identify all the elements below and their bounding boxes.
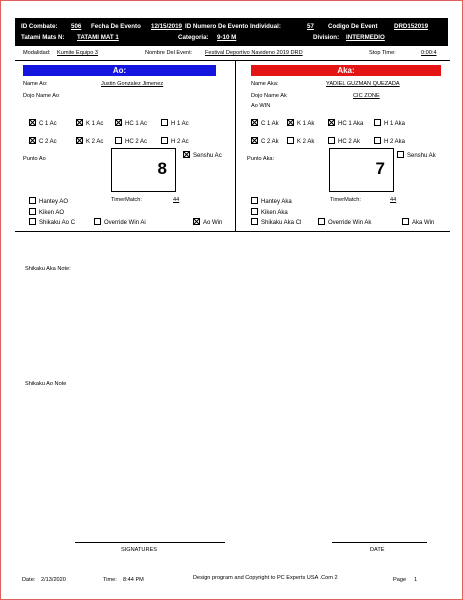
aka-c2-check[interactable]: C 2 Ak [251,137,279,145]
tatami-value: TATAMI MAT 1 [77,34,119,41]
categoria-value: 9-10 M [217,34,237,41]
signature-date-label: DATE [370,547,385,553]
ao-hc1-check[interactable]: HC 1 Ac [115,119,147,127]
id-combate-label: ID Combate: [21,23,58,30]
ao-punto-label: Punto Ao [23,156,46,162]
aka-override-check[interactable]: Override Win Ak [318,218,371,226]
ao-hc2-check[interactable]: HC 2 Ac [115,137,147,145]
aka-senshu-check[interactable]: Senshu Ak [397,151,436,159]
aka-k1-check[interactable]: K 1 Ak [287,119,314,127]
aka-name-label: Name Aka: [251,81,279,87]
ao-dojo-label: Dojo Name Ao [23,93,60,99]
aka-ao-win-label: Ao WIN [251,103,271,109]
aka-timer-label: TimerMatch: [330,197,361,203]
aka-dojo-label: Dojo Name Ak [251,93,287,99]
ao-score-box [111,148,176,192]
categoria-label: Categoria: [178,34,209,41]
aka-h1-check[interactable]: H 1 Aka [374,119,405,127]
aka-title-bar: Aka: [251,65,441,76]
ao-shikaku-check[interactable]: Shikaku Ao C [29,218,75,226]
aka-timer-value: 44 [390,197,397,203]
aka-kiken-check[interactable]: Kiken Aka [251,208,288,216]
fecha-value: 12/15/2019 [151,23,182,30]
ao-kiken-check[interactable]: Kiken AO [29,208,64,216]
nombre-evento-label: Nombre Del Event: [145,50,193,56]
aka-hc1-check[interactable]: HC 1 Aka [328,119,363,127]
ao-timer-label: TimerMatch: [111,197,142,203]
numero-evento-value: 57 [307,23,314,30]
ao-title-bar: Ao: [23,65,216,76]
division-label: Division: [313,34,340,41]
footer-date-label: Date: [22,577,36,583]
date-line [332,542,427,543]
footer-date-value: 2/13/2020 [41,577,66,583]
ao-c2-check[interactable]: C 2 Ac [29,137,57,145]
footer-time-value: 8:44 PM [123,577,144,583]
aka-win-check[interactable]: Aka Win [402,218,434,226]
footer-time-label: Time: [103,577,117,583]
id-combate-value: 506 [71,23,82,30]
aka-hantey-check[interactable]: Hantey Aka [251,197,292,205]
section-top-rule [15,60,450,61]
division-value: INTERMEDIO [346,34,385,41]
aka-score-value: 7 [375,159,385,178]
numero-evento-label: ID Numero De Evento Individual: [185,23,281,30]
codigo-label: Codigo De Event [328,23,378,30]
nombre-evento-value: Festival Deportivo Navideno 2019 DRD [205,50,303,56]
footer-copyright: Design program and Copyright to PC Experts USA .Com 2 [193,575,338,581]
shikaku-aka-note-label: Shikaku Aka Note: [25,266,71,272]
modalidad-value: Kumite Equipo 3 [57,50,99,56]
section-bottom-rule [15,231,450,232]
aka-shikaku-check[interactable]: Shikaku Aka Cl [251,218,301,226]
fecha-label: Fecha De Evento [91,23,141,30]
ao-senshu-check[interactable]: Senshu Ac [183,151,222,159]
ao-h2-check[interactable]: H 2 Ac [161,137,189,145]
aka-name-value: YADIEL GUZMAN QUEZADA [326,81,400,87]
ao-name-value: Justin Gonzalez Jimenez [101,81,164,87]
modalidad-label: Modalidad: [23,50,51,56]
ao-k2-check[interactable]: K 2 Ac [76,137,103,145]
ao-name-label: Name Ao: [23,81,48,87]
shikaku-ao-note-label: Shikaku Ao Note [25,381,67,387]
section-divider [235,60,236,231]
footer-page-label: Page [393,577,407,583]
aka-dojo-value: CIC ZONE [353,93,380,99]
codigo-value: DRD152019 [394,23,429,30]
ao-win-check[interactable]: Ao Win [193,218,222,226]
ao-timer-value: 44 [173,197,180,203]
match-header [15,18,448,46]
aka-punto-label: Punto Aka: [247,156,275,162]
signatures-line [75,542,225,543]
ao-override-check[interactable]: Override Win Ai [94,218,146,226]
aka-c1-check[interactable]: C 1 Ak [251,119,279,127]
ao-hantey-check[interactable]: Hantey AO [29,197,68,205]
stop-time-value: 0:00:4 [421,50,437,56]
ao-h1-check[interactable]: H 1 Ac [161,119,189,127]
signatures-label: SIGNATURES [121,547,157,553]
aka-h2-check[interactable]: H 2 Aka [374,137,405,145]
stop-time-label: Stop Time: [369,50,396,56]
ao-score-value: 8 [157,159,167,178]
ao-c1-check[interactable]: C 1 Ac [29,119,57,127]
tatami-label: Tatami Mats N: [21,34,65,41]
aka-hc2-check[interactable]: HC 2 Ak [328,137,360,145]
aka-k2-check[interactable]: K 2 Ak [287,137,314,145]
aka-score-box [329,148,394,192]
footer-page-value: 1 [414,577,418,583]
ao-k1-check[interactable]: K 1 Ac [76,119,103,127]
